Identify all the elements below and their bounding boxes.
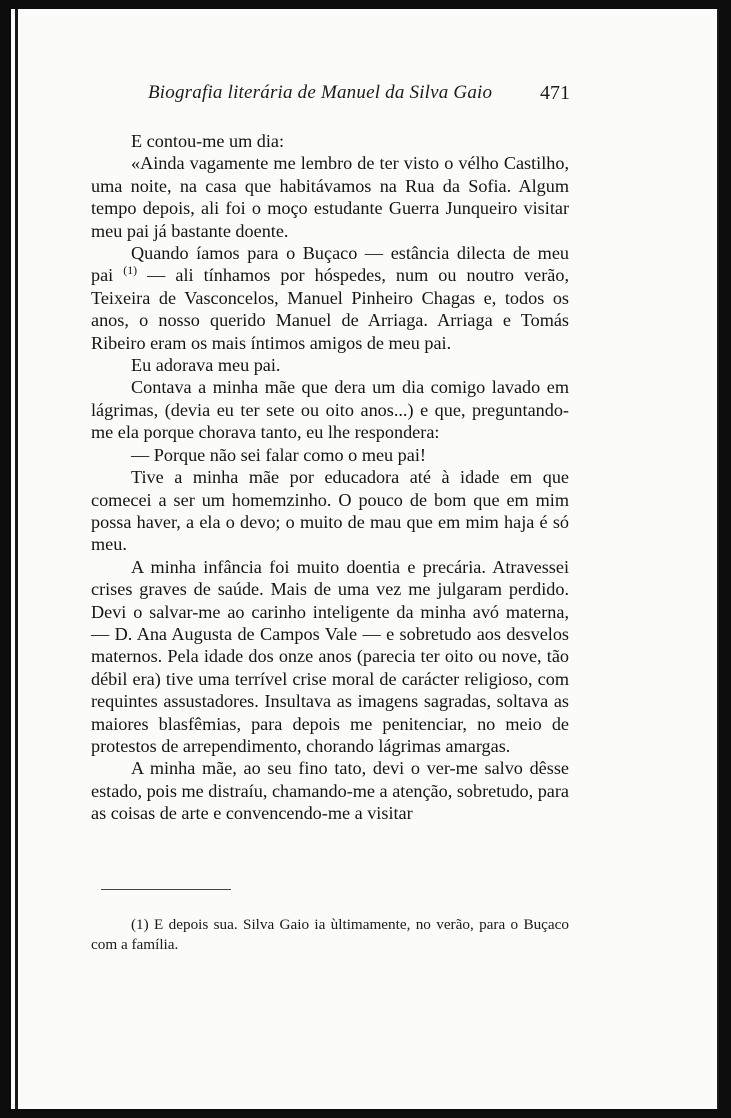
footnote-reference[interactable]: (1) — [123, 263, 138, 278]
paragraph-3-lead: Quando íamos para o Buçaco — estância dilecta de meu pai — [91, 243, 569, 286]
running-title: Biografia literária de Manuel da Silva Gaio — [148, 82, 493, 103]
paragraph-1: E contou-me um dia: — [131, 131, 285, 151]
paragraph-7: Tive a minha mãe por educadora até à idade em que comecei a ser um homemzinho. O pouco de bom que em mim possa haver, a ela o devo; o muito de mau que em mim haja é só meu. — [91, 467, 569, 555]
page-number: 471 — [540, 82, 570, 104]
footnote-divider — [101, 889, 231, 890]
paragraph-8: A minha infância foi muito doentia e precária. Atravessei crises graves de saúde. Mais de uma vez me julgaram perdido. Devi o salvar-me ao carinho inteligente da minha avó materna, — D. Ana Augusta de Campos Vale — e sobretudo aos desvelos maternos. Pela idade dos onze anos (parecia ter oito ou nove, tão débil era) tive uma terrível crise moral de carácter religioso, com requintes assustadores. Insultava as imagens sagradas, soltava as maiores blasfêmias, para depois me penitenciar, no meio de protestos de arrependimento, chorando lágrimas amargas. — [91, 556, 569, 756]
paragraph-4: Eu adorava meu pai. — [131, 355, 281, 376]
footnote — [91, 915, 569, 955]
footnote-text: E depois sua. Silva Gaio ia ùltimamente, no verão, para o Buçaco com a família. — [91, 916, 569, 953]
paragraph-3 — [91, 242, 569, 354]
paragraph-2: «Ainda vagamente me lembro de ter visto o vélho Castilho, uma noite, na casa que habitávamos na Rua da Sofia. Algum tempo depois, ali foi o moço estudante Guerra Junqueiro visitar meu pai já bastante doente. — [91, 153, 569, 241]
page-header — [148, 76, 570, 106]
footnote-marker: (1) — [131, 916, 149, 933]
right-border-line — [717, 9, 719, 1109]
paragraph-5: Contava a minha mãe que dera um dia comigo lavado em lágrimas, (devia eu ter sete ou oito anos...) e que, preguntando-me ela porque chorava tanto, eu lhe respondera: — [91, 377, 569, 443]
body-text — [91, 130, 569, 825]
page-sheet — [11, 9, 719, 1109]
paragraph-3-rest: — ali tínhamos por hóspedes, num ou noutro verão, Teixeira de Vasconcelos, Manuel Pinheiro Chagas e, todos os anos, o nosso querido Manuel de Arriaga. Arriaga e Tomás Ribeiro eram os mais íntimos amigos de meu pai. — [91, 265, 570, 353]
paragraph-6: — Porque não sei falar como o meu pai! — [131, 444, 426, 465]
paragraph-9: A minha mãe, ao seu fino tato, devi o ver-me salvo dêsse estado, pois me distraíu, chamando-me a atenção, sobretudo, para as coisas de arte e convencendo-me a visitar — [91, 758, 569, 824]
left-border-line — [15, 9, 18, 1109]
